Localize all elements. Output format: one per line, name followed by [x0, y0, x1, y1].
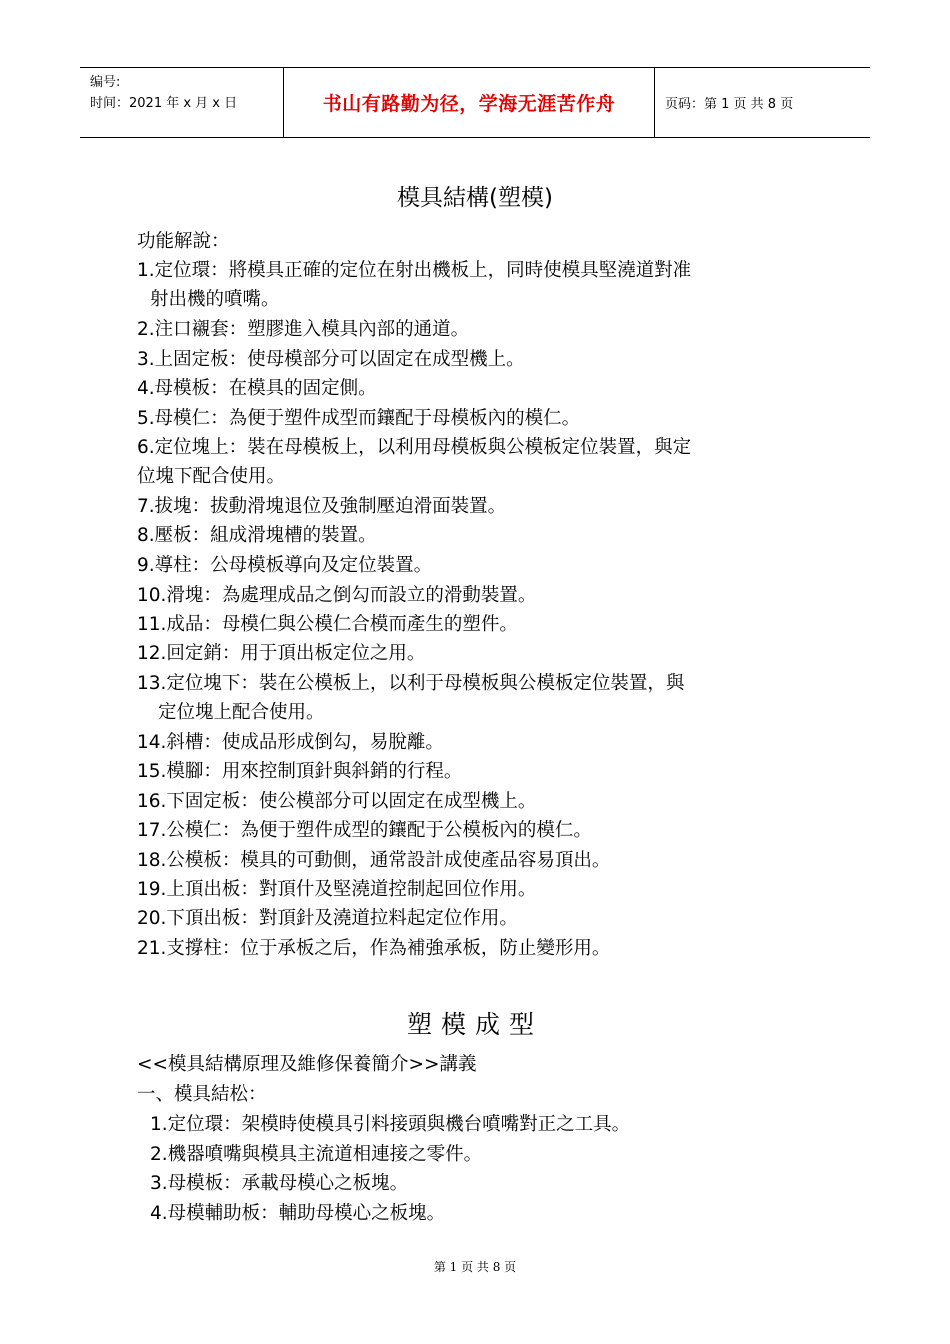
section-item: 2.機器噴嘴與模具主流道相連接之零件。	[150, 1144, 483, 1165]
item-line: 1.定位環：將模具正確的定位在射出機板上，同時使模具堅澆道對准	[137, 260, 692, 281]
item-line: 19.上頂出板：對頂什及堅澆道控制起回位作用。	[137, 879, 537, 900]
item-line: 17.公模仁：為便于塑件成型的鑲配于公模板內的模仁。	[137, 820, 592, 841]
section-item: 4.母模輔助板：輔助母模心之板塊。	[150, 1203, 446, 1224]
item-line: 20.下頂出板：對頂針及澆道拉料起定位作用。	[137, 908, 518, 929]
item-line: 18.公模板：模具的可動側，通常設計成使產品容易頂出。	[137, 850, 611, 871]
header-page-info: 页码：第 1 页 共 8 页	[665, 97, 794, 112]
function-label: 功能解說：	[137, 231, 230, 252]
item-line: 9.導柱：公母模板導向及定位裝置。	[137, 555, 433, 576]
item-line: 8.壓板：組成滑塊槽的裝置。	[137, 525, 377, 546]
item-line: 4.母模板：在模具的固定側。	[137, 378, 377, 399]
motto-text: 书山有路勤为径，学海无涯苦作舟	[322, 93, 616, 115]
item-line: 射出機的噴嘴。	[150, 289, 280, 310]
header-meta	[80, 68, 283, 137]
item-line: 21.支撐柱：位于承板之后，作為補強承板，防止變形用。	[137, 938, 611, 959]
document-title: 模具結構(塑模)	[397, 185, 553, 211]
item-line: 10.滑塊：為處理成品之倒勾而設立的滑動裝置。	[137, 585, 537, 606]
date-text: 时间：2021 年 x 月 x 日	[90, 96, 238, 111]
item-line: 13.定位塊下：裝在公模板上，以利于母模板與公模板定位裝置，與	[137, 673, 685, 694]
lecture-title: <<模具結構原理及維修保養簡介>>講義	[137, 1054, 477, 1075]
item-line: 5.母模仁：為便于塑件成型而鑲配于母模板內的模仁。	[137, 408, 581, 429]
item-line: 7.拔塊：拔動滑塊退位及強制壓迫滑面裝置。	[137, 496, 507, 517]
page-footer: 第 1 页 共 8 页	[433, 1260, 517, 1274]
item-line: 15.模腳：用來控制頂針與斜銷的行程。	[137, 761, 463, 782]
item-line: 2.注口襯套：塑膠進入模具內部的通道。	[137, 319, 470, 340]
item-line: 3.上固定板：使母模部分可以固定在成型機上。	[137, 349, 525, 370]
section-item: 1.定位環：架模時使模具引料接頭與機台噴嘴對正之工具。	[150, 1114, 631, 1135]
item-line: 定位塊上配合使用。	[158, 702, 325, 723]
item-line: 14.斜槽：使成品形成倒勾，易脫離。	[137, 732, 444, 753]
section-title: 塑模成型	[406, 1010, 543, 1039]
header-table	[80, 67, 870, 138]
item-line: 16.下固定板：使公模部分可以固定在成型機上。	[137, 791, 537, 812]
item-line: 11.成品：母模仁與公模仁合模而產生的塑件。	[137, 614, 518, 635]
header-motto-cell	[283, 68, 655, 137]
item-line: 位塊下配合使用。	[137, 466, 286, 487]
section-item: 3.母模板：承載母模心之板塊。	[150, 1173, 409, 1194]
item-line: 12.回定銷：用于頂出板定位之用。	[137, 643, 426, 664]
section-heading: 一、模具結松：	[137, 1084, 267, 1105]
item-line: 6.定位塊上：裝在母模板上，以利用母模板與公模板定位裝置，與定	[137, 437, 692, 458]
number-label: 编号:	[90, 75, 121, 90]
